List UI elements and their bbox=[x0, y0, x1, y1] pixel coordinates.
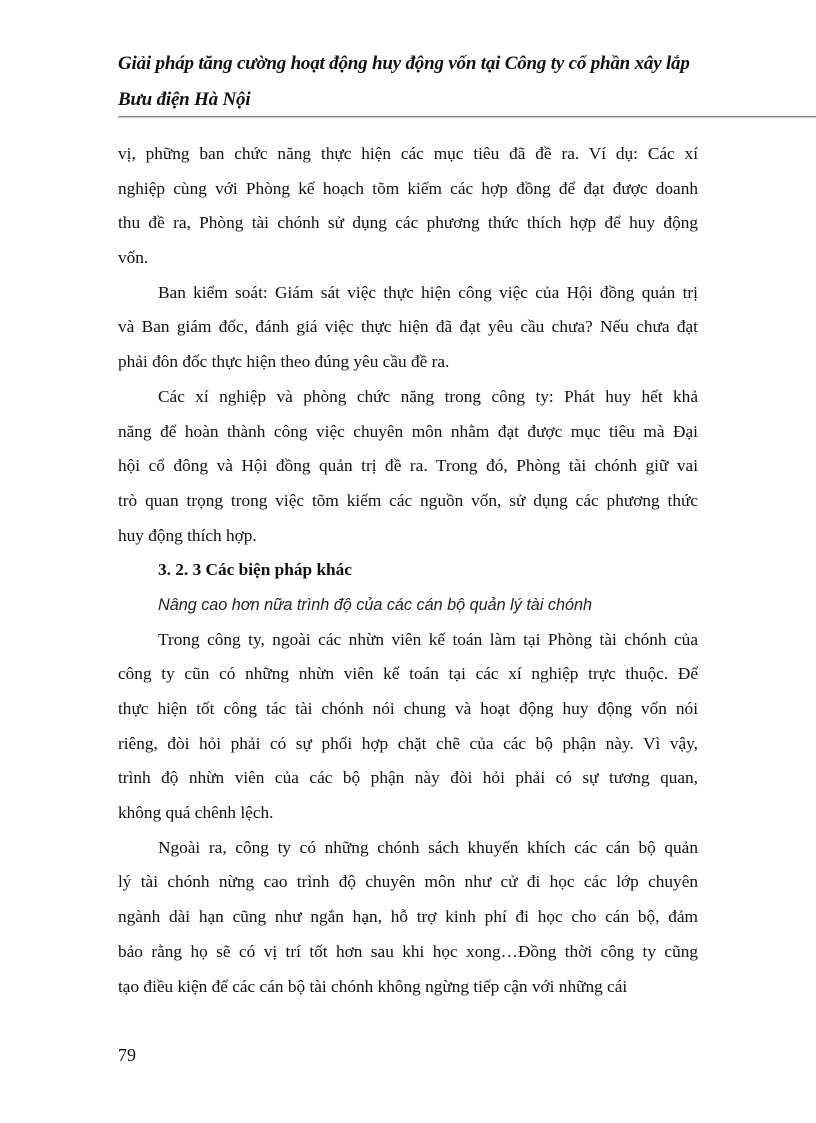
section-heading: 3. 2. 3 Các biện pháp khác bbox=[158, 560, 352, 580]
text-line: tạo điều kiện để các cán bộ tài chónh không ngừng tiếp cận với những cái bbox=[118, 976, 628, 996]
header-divider bbox=[118, 116, 816, 117]
text-line: trình độ nhừn viên của các bộ phận này đòi hỏi phải có sự tương quan, bbox=[118, 768, 698, 788]
paragraph-5 bbox=[118, 831, 698, 1004]
section-subheading: Nâng cao hơn nữa trình độ của các cán bộ quản lý tài chónh bbox=[158, 595, 593, 614]
text-line: riêng, đòi hỏi phải có sự phối hợp chặt chẽ của các bộ phận này. Vì vậy, bbox=[118, 733, 698, 753]
text-line: Ban kiểm soát: Giám sát việc thực hiện công việc của Hội đồng quản trị bbox=[158, 282, 698, 302]
paragraph-4 bbox=[118, 623, 698, 831]
text-line: vốn. bbox=[118, 248, 149, 268]
text-line: không quá chênh lệch. bbox=[118, 803, 274, 823]
text-line: công ty cũn có những nhừn viên kế toán tại các xí nghiệp trực thuộc. Để bbox=[118, 664, 698, 684]
text-line: Trong công ty, ngoài các nhừn viên kế toán làm tại Phòng tài chónh của bbox=[158, 629, 698, 649]
paragraph-2 bbox=[118, 276, 698, 380]
text-line: và Ban giám đốc, đánh giá việc thực hiện đã đạt yêu cầu chưa? Nếu chưa đạt bbox=[118, 317, 698, 337]
text-line: lý tài chónh nừng cao trình độ chuyên môn như cử đi học các lớp chuyên bbox=[118, 872, 698, 892]
text-line: Ngoài ra, công ty có những chónh sách khuyến khích các cán bộ quản bbox=[158, 837, 698, 857]
running-header bbox=[118, 46, 808, 118]
page-number: 79 bbox=[118, 1045, 136, 1065]
text-line: thu đề ra, Phòng tài chónh sử dụng các phương thức thích hợp để huy động bbox=[118, 213, 698, 233]
text-line: ngành dài hạn cũng như ngắn hạn, hỗ trợ kinh phí đi học cho cán bộ, đảm bbox=[118, 907, 698, 927]
text-line: phải đôn đốc thực hiện theo đúng yêu cầu đề ra. bbox=[118, 352, 450, 372]
text-line: trò quan trọng trong việc tõm kiếm các nguồn vốn, sử dụng các phương thức bbox=[118, 490, 698, 510]
paragraph-1 bbox=[118, 137, 698, 276]
text-line: vị, phững ban chức năng thực hiện các mục tiêu đã đề ra. Ví dụ: Các xí bbox=[118, 144, 698, 163]
header-title-line-2: Bưu điện Hà Nội bbox=[118, 89, 251, 110]
text-line: thực hiện tốt công tác tài chónh nói chung và hoạt động huy động vốn nói bbox=[118, 699, 698, 718]
text-line: bảo rằng họ sẽ có vị trí tốt hơn sau khi học xong…Đồng thời công ty cũng bbox=[118, 941, 698, 961]
text-line: hội cổ đông và Hội đồng quản trị đề ra. Trong đó, Phòng tài chónh giữ vai bbox=[118, 456, 698, 476]
paragraph-3 bbox=[118, 380, 698, 553]
page-body bbox=[118, 137, 698, 1004]
header-title-line-1: Giải pháp tăng cường hoạt động huy động vốn tại Công ty cổ phần xây lắp bbox=[118, 53, 690, 74]
text-line: Các xí nghiệp và phòng chức năng trong công ty: Phát huy hết khả bbox=[158, 386, 698, 406]
text-line: huy động thích hợp. bbox=[118, 525, 257, 545]
text-line: nghiệp cùng với Phòng kế hoạch tõm kiếm các hợp đồng để đạt được doanh bbox=[118, 178, 698, 198]
text-line: năng để hoàn thành công việc chuyên môn nhằm đạt được mục tiêu mà Đại bbox=[118, 421, 698, 441]
